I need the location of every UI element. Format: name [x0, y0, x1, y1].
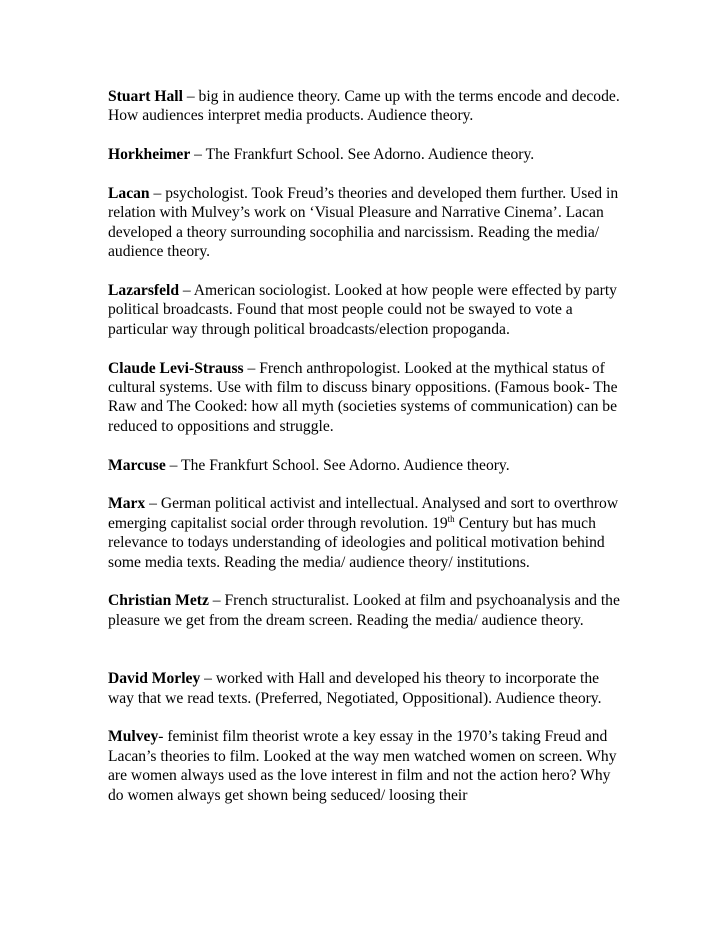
entry-text: – psychologist. Took Freud’s theories and developed them further. Used in relation with Mulvey’s work on ‘Visual Pleasure and Narrative Cinema’. Lacan developed a theory surrounding socophilia and narcissism. Reading the media/ audience theory. — [108, 185, 619, 261]
entry-name: David Morley — [108, 670, 201, 688]
entry-name: Mulvey — [108, 728, 159, 746]
entry-levi-strauss — [108, 359, 628, 437]
entry-text: – worked with Hall and developed his theory to incorporate the way that we read texts. (Preferred, Negotiated, Oppositional). Audience theory. — [108, 670, 602, 707]
entry-marx — [108, 494, 628, 572]
entry-text-continued: Century but has much relevance to todays understanding of ideologies and political motivation behind some media texts. Reading the media/ audience theory/ institutions. — [108, 514, 605, 571]
entry-stuart-hall — [108, 87, 628, 126]
entry-text: – French anthropologist. Looked at the mythical status of cultural systems. Use with film to discuss binary oppositions. (Famous book- The Raw and The Cooked: how all myth (societies systems of communication) can be reduced to oppositions and struggle. — [108, 359, 618, 435]
entry-name: Marcuse — [108, 456, 166, 474]
entry-text: - feminist film theorist wrote a key essay in the 1970’s taking Freud and Lacan’s theories to film. Looked at the way men watched women on screen. Why are women always used as the love interest in film and not the action hero? Why do women always get shown being seduced/ loosing their — [108, 728, 617, 804]
entry-name: Lacan — [108, 185, 150, 202]
entry-name: Marx — [108, 495, 146, 513]
entry-text: – The Frankfurt School. See Adorno. Audience theory. — [190, 146, 535, 164]
entry-text: – French structuralist. Looked at film and psychoanalysis and the pleasure we get from the dream screen. Reading the media/ audience theory. — [108, 592, 620, 629]
entry-name: Lazarsfeld — [108, 282, 180, 300]
entry-name: Horkheimer — [108, 146, 191, 164]
entry-text: – German political activist and intellectual. Analysed and sort to overthrow emerging capitalist social order through revolution. 19 — [108, 495, 619, 532]
superscript-ordinal: th — [447, 513, 455, 524]
entry-name: Claude Levi-Strauss — [108, 359, 244, 377]
entry-text: – big in audience theory. Came up with the terms encode and decode. How audiences interpret media products. Audience theory. — [108, 88, 620, 125]
entry-lacan — [108, 184, 628, 262]
entry-metz — [108, 591, 628, 630]
entry-name: Stuart Hall — [108, 88, 183, 105]
entry-name: Christian Metz — [108, 592, 209, 610]
entry-text: – American sociologist. Looked at how people were effected by party political broadcasts. Found that most people could not be swayed to vote a particular way through political broadcasts/election propoganda. — [108, 282, 617, 338]
entry-lazarsfeld — [108, 281, 628, 339]
entry-text: – The Frankfurt School. See Adorno. Audience theory. — [165, 456, 510, 474]
entry-marcuse — [108, 456, 628, 475]
document-page — [108, 87, 628, 824]
entry-horkheimer — [108, 145, 628, 164]
entry-mulvey — [108, 727, 628, 805]
entry-morley — [108, 669, 628, 708]
